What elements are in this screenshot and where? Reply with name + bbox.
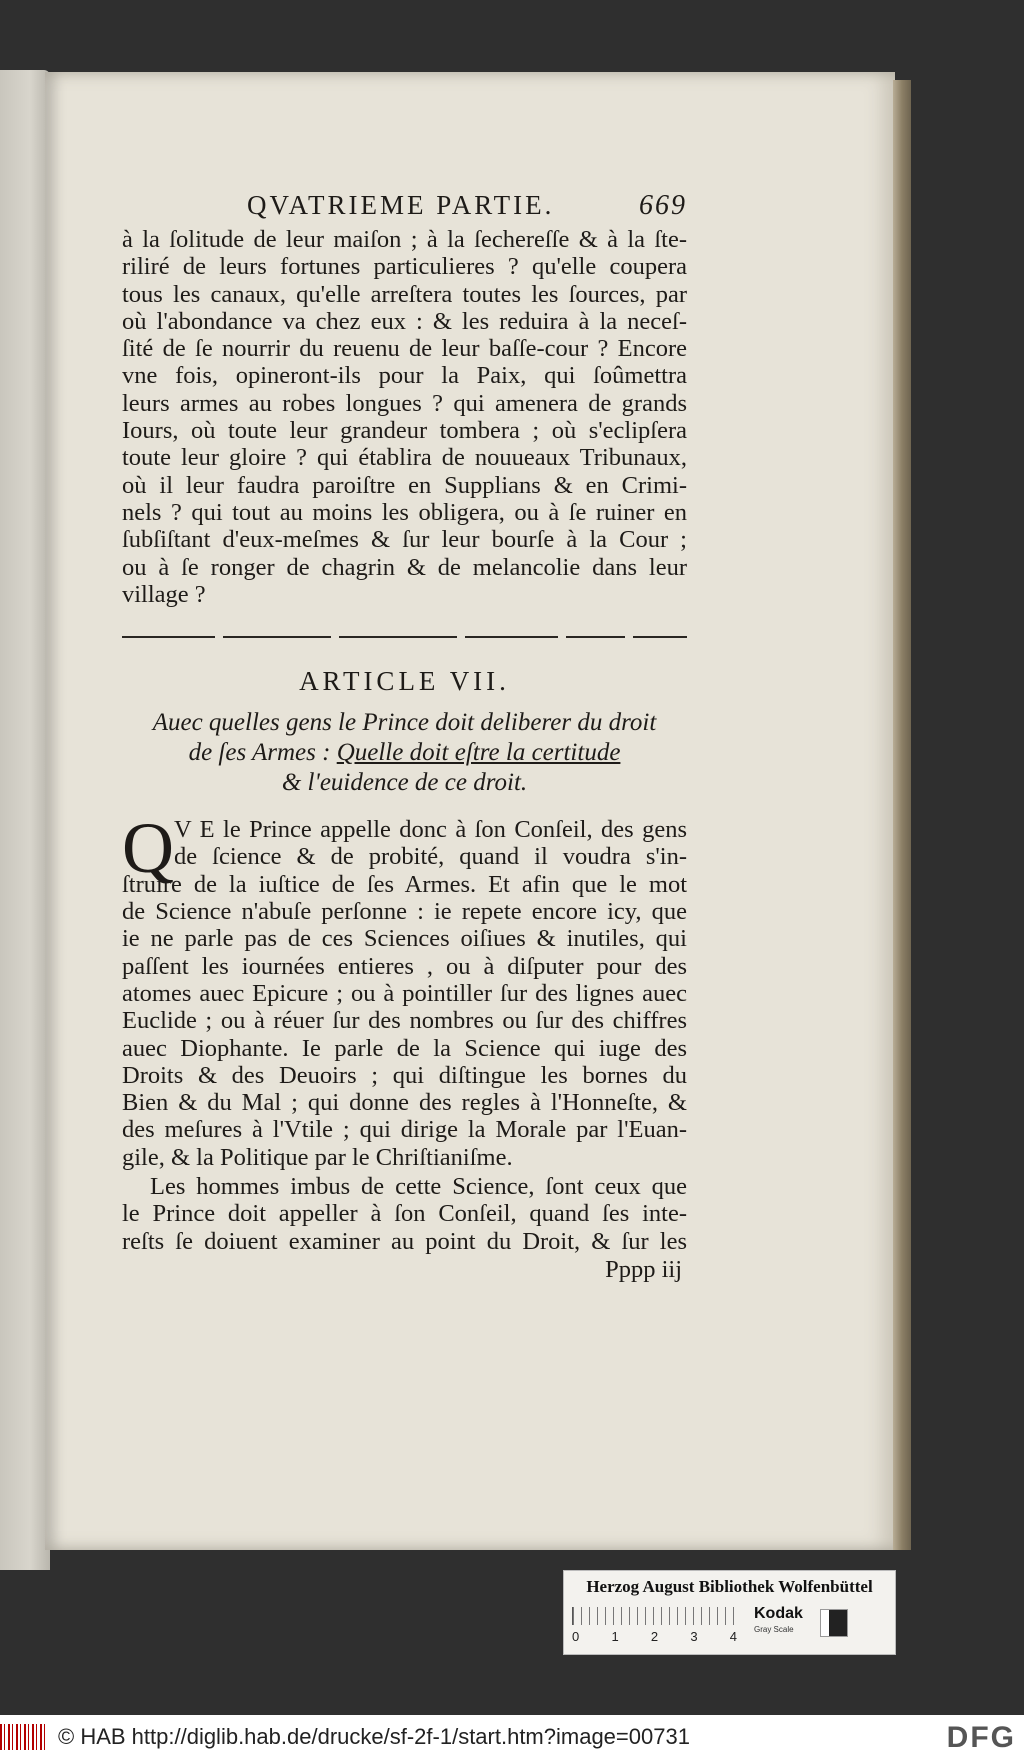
paragraph-2 [122, 1173, 687, 1255]
library-color-target [563, 1570, 896, 1655]
institution-name: Herzog August Bibliothek Wolfenbüttel [586, 1577, 873, 1596]
article-subtitle [122, 708, 687, 798]
ruler-number: 2 [650, 1629, 659, 1644]
credit-link[interactable]: © HAB http://diglib.hab.de/drucke/sf-2f-1/start.htm?image=00731 [58, 1724, 690, 1749]
ruler-ticks [572, 1607, 738, 1625]
text-line: ſubſiſtant d'eux-meſmes & ſur leur bourſe à la Cour ; [122, 526, 687, 554]
page-text [122, 190, 687, 1285]
running-head: QVATRIEME PARTIE. [247, 190, 555, 220]
subtitle-line: & l'euidence de ce droit. [281, 769, 528, 797]
text-line: ſtruire de la iuſtice de ſes Armes. Et afin que le mot [122, 870, 687, 898]
section-rule [122, 636, 687, 640]
catchword: Pppp iij [605, 1255, 682, 1283]
dfg-logo: DFG [946, 1721, 1016, 1754]
running-header [247, 190, 687, 224]
ruler-number: 4 [729, 1629, 737, 1644]
text-line: de Science n'abuſe perſonne : ie repete encore icy, que [122, 898, 687, 926]
ruler-number: 1 [611, 1629, 619, 1644]
scale-ruler [572, 1607, 737, 1647]
facing-page-edge [0, 70, 50, 1570]
text-line: village ? [122, 580, 206, 608]
text-line: à la ſolitude de leur maiſon ; à la ſechereſſe & à la ſte- [122, 226, 687, 253]
gray-scale-swatch [820, 1609, 848, 1637]
text-line: ſité de ſe nourrir du reuenu de leur baſſe-cour ? Encore [122, 335, 687, 363]
text-line: ie ne parle pas de ces Sciences oiſiues & inutiles, qui [122, 925, 687, 953]
text-line: Les hommes imbus de cette Science, ſont ceux que [150, 1173, 687, 1201]
text-line: des meſures à l'Vtile ; qui dirige la Morale par l'Euan- [122, 1116, 687, 1144]
paragraph-1 [122, 808, 687, 1171]
text-line: tous les canaux, qu'elle arreſtera toutes les ſources, par [122, 280, 687, 308]
text-line: reſts ſe doiuent examiner au point du Droit, & ſur les [122, 1227, 687, 1255]
ruler-numbers [572, 1629, 737, 1644]
text-line: paſſent les iournées entieres , ou à diſputer pour des [122, 952, 687, 980]
body-text-top [122, 226, 687, 608]
text-line: Droits & des Deuoirs ; qui diſtingue les bornes du [122, 1061, 687, 1089]
page-number: 669 [639, 190, 687, 221]
ruler-number: 3 [690, 1629, 698, 1644]
subtitle-line: Auec quelles gens le Prince doit deliberer du droit [152, 709, 657, 737]
text-line: Iours, où toute leur grandeur tombera ; où s'eclipſera [122, 417, 687, 445]
text-line: de ſcience & de probité, quand il voudra s'in- [174, 843, 687, 871]
text-line: atomes auec Epicure ; ou à pointiller ſur des lignes auec [122, 979, 687, 1007]
article-heading: ARTICLE VII. [299, 666, 510, 697]
text-line: nels ? qui tout au moins les obligera, ou à ſe ruiner en [122, 498, 687, 526]
subtitle-fragment: de ſes Armes : [188, 739, 337, 767]
kodak-logo: Kodak [754, 1605, 803, 1622]
text-line: riliré de leurs fortunes particulieres ? qu'elle coupera [122, 253, 687, 281]
text-line: toute leur gloire ? qui établira de nouueaux Tribunaux, [122, 444, 687, 472]
barcode-icon [0, 1724, 48, 1750]
text-line: où l'abondance va chez eux : & les reduira à la neceſ- [122, 307, 687, 335]
text-line: Euclide ; ou à réuer ſur des nombres ou ſur des chiffres [122, 1007, 687, 1035]
subtitle-fragment-underlined: Quelle doit eſtre la certitude [336, 739, 621, 767]
ruler-number: 0 [572, 1629, 580, 1644]
text-line: où il leur faudra paroiſtre en Supplians & en Crimi- [122, 471, 687, 499]
text-line: leurs armes au robes longues ? qui amenera de grands [122, 389, 687, 417]
text-line: le Prince doit appeller à ſon Conſeil, quand ſes inte- [122, 1200, 687, 1228]
text-line: vne fois, opineront-ils pour la Paix, qui ſoûmettra [122, 362, 687, 390]
footer-bar [0, 1715, 1024, 1759]
kodak-gray-scale: Gray Scale [754, 1625, 794, 1634]
text-line: auec Diophante. Ie parle de la Science qui iuge des [122, 1034, 687, 1062]
drop-cap: Q [122, 808, 174, 889]
text-line: ou à ſe ronger de chagrin & de melancolie dans leur [122, 553, 687, 581]
text-line: Bien & du Mal ; qui donne des regles à l'Honneſte, & [122, 1089, 687, 1117]
subtitle-line [122, 738, 687, 768]
text-line: V E le Prince appelle donc à ſon Conſeil, des gens [174, 816, 687, 844]
page-edge-shadow [893, 80, 911, 1550]
text-line: gile, & la Politique par le Chriſtianiſme. [122, 1143, 513, 1171]
